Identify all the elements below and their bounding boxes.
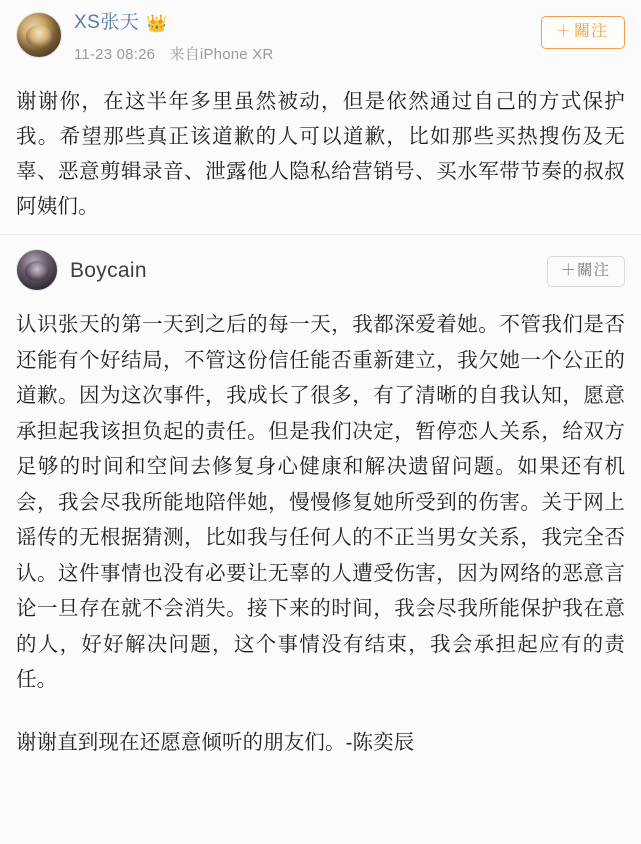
post-card-secondary — [0, 235, 641, 776]
author-username[interactable]: XS张天 — [74, 12, 140, 33]
crown-icon: 👑 — [146, 14, 168, 33]
user-avatar-icon[interactable] — [16, 249, 58, 291]
author-username-secondary[interactable]: Boycain — [70, 258, 147, 282]
post-header-secondary — [16, 249, 625, 291]
plus-icon: ＋ — [555, 23, 572, 40]
follow-button-primary[interactable] — [541, 16, 625, 49]
author-info-secondary — [70, 260, 625, 281]
post-header — [16, 12, 625, 64]
post-card-primary — [0, 0, 641, 234]
dog-avatar-icon[interactable] — [16, 12, 62, 58]
post-source: 来自iPhone XR — [169, 46, 274, 63]
plus-icon-secondary: ＋ — [560, 262, 577, 279]
author-name-row-secondary — [70, 260, 625, 281]
post-timestamp: 11-23 08:26 — [74, 46, 156, 63]
post-body-primary: 谢谢你，在这半年多里虽然被动，但是依然通过自己的方式保护我。希望那些真正该道歉的人可以道歉，比如那些买热搜伤及无辜、恶意剪辑录音、泄露他人隐私给营销号、买水军带节奏的叔叔阿姨们。 — [16, 90, 625, 218]
follow-button-label-secondary: 關注 — [576, 262, 610, 279]
post-body-secondary: 认识张天的第一天到之后的每一天，我都深爱着她。不管我们是否还能有个好结局，不管这份信任能否重新建立，我欠她一个公正的道歉。因为这次事件，我成长了很多，有了清晰的自我认知，愿意承担起我该担负起的责任。但是我们决定，暂停恋人关系，给双方足够的时间和空间去修复身心健康和解决遗留问题。如果还有机会，我会尽我所能地陪伴她，慢慢修复她所受到的伤害。关于网上谣传的无根据猜测，比如我与任何人的不正当男女关系，我完全否认。这件事情也没有必要让无辜的人遭受伤害，因为网络的恶意言论一旦存在就不会消失。接下来的时间，我会尽我所能保护我在意的人，好好解决问题，这个事情没有结束，我会承担起应有的责任。 — [16, 313, 625, 691]
post-signature: 谢谢直到现在还愿意倾听的朋友们。-陈奕辰 — [16, 730, 415, 754]
follow-button-label: 關注 — [573, 23, 608, 40]
follow-button-secondary[interactable] — [547, 256, 625, 287]
